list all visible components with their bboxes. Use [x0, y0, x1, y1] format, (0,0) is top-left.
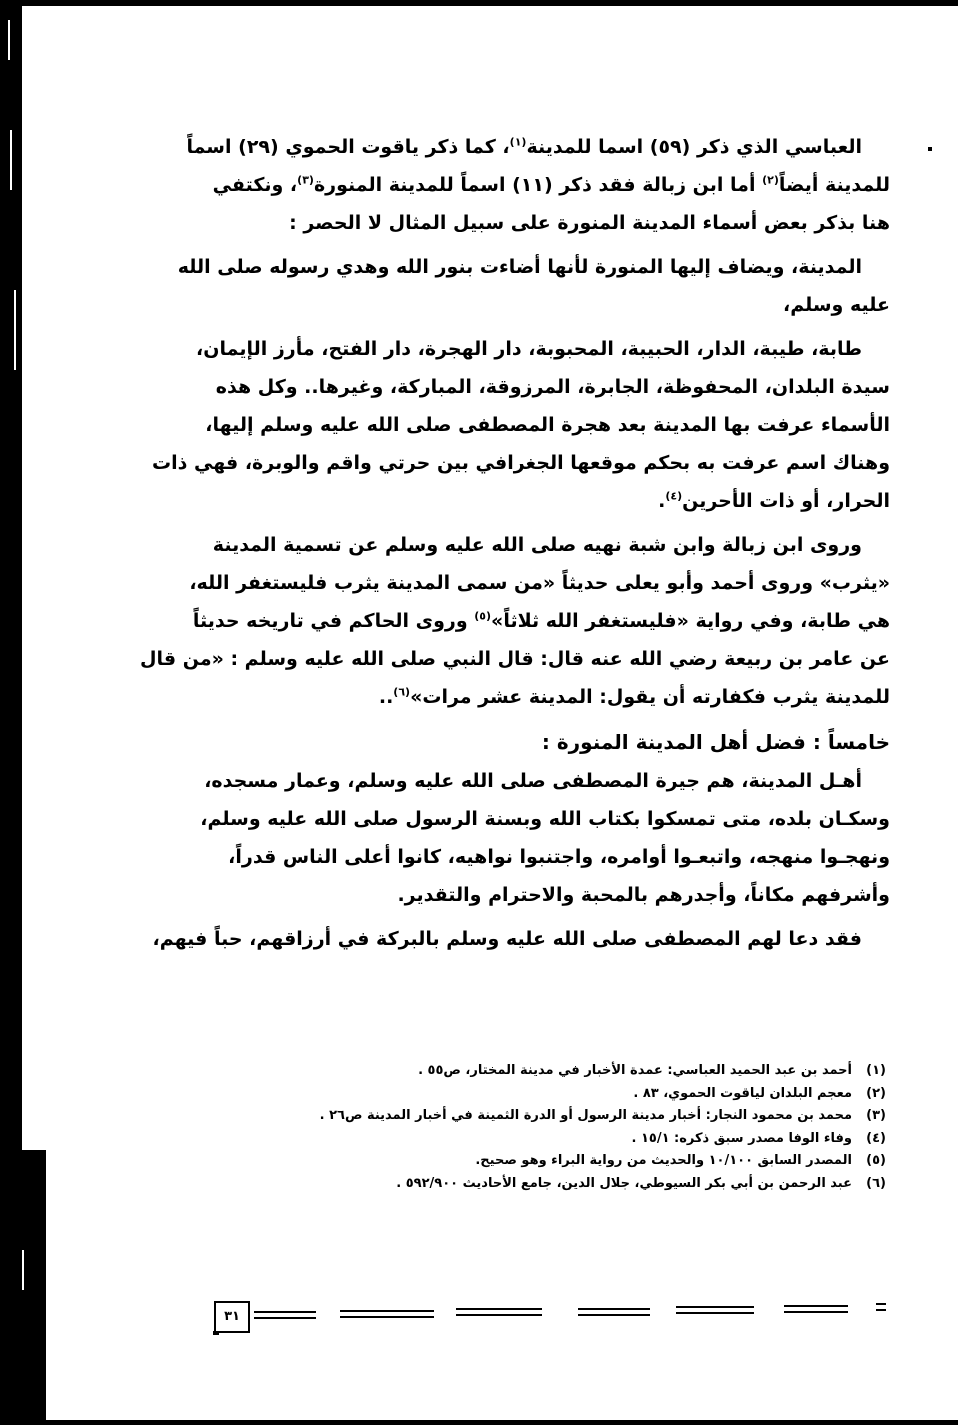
page-footer — [214, 1298, 894, 1334]
text-line — [180, 286, 890, 324]
main-text-body — [140, 128, 890, 958]
section-heading: خامساً : فضل أهل المدينة المنورة : — [541, 730, 890, 754]
text-line — [180, 166, 890, 204]
text-span: وأشرفهم مكاناً، وأجدرهم بالمحبة والاحترام والتقدير. — [397, 884, 890, 906]
footer-rule — [340, 1310, 434, 1318]
scan-dot — [928, 147, 932, 151]
footer-rule — [784, 1305, 848, 1313]
text-span: فقد دعا لهم المصطفى صلى الله عليه وسلم بالبركة في أرزاقهم، حباً فيهم، — [152, 928, 862, 950]
text-span: هي طابة، وفي رواية «فليستغفر الله ثلاثاً» — [491, 610, 890, 632]
text-span: .. — [378, 686, 394, 708]
footer-rule — [578, 1308, 650, 1316]
footnote-number: (٥) — [866, 1153, 886, 1168]
text-line — [140, 640, 890, 678]
text-line — [152, 920, 890, 958]
text-line — [180, 526, 890, 564]
footnote-text: المصدر السابق ١٠/١٠٠ والحديث من رواية البراء وهو صحيح. — [475, 1153, 852, 1168]
text-span: . — [658, 490, 666, 512]
scan-artifact — [14, 290, 16, 370]
footnote-marker: (٢) — [762, 173, 779, 187]
text-line — [180, 406, 890, 444]
text-line — [180, 482, 890, 520]
text-span: ونهجـوا منهجه، واتبعـوا أوامره، واجتنبوا نواهيه، كانوا أعلى الناس قدراً، — [228, 846, 890, 868]
footnote-number: (٤) — [866, 1130, 886, 1146]
text-line — [180, 762, 890, 800]
footnote — [250, 1128, 886, 1151]
scan-artifact — [8, 20, 10, 60]
text-span: ، ونكتفي — [212, 174, 298, 196]
text-span: هنا بذكر بعض أسماء المدينة المنورة على سبيل المثال لا الحصر : — [289, 212, 890, 234]
footnote-text: عبد الرحمن بن أبي بكر السيوطي، جلال الدين، جامع الأحاديث ٥٩٢/٩٠٠ . — [396, 1175, 852, 1191]
text-line — [180, 800, 890, 838]
text-line — [180, 330, 890, 368]
text-line — [180, 678, 890, 716]
footnotes — [250, 1060, 886, 1195]
text-span: أما ابن زبالة فقد ذكر (١١) اسماً للمدينة المنورة — [313, 174, 763, 196]
footnote-number: (١) — [866, 1063, 886, 1078]
scan-border-top — [0, 0, 958, 6]
text-line — [180, 838, 890, 876]
text-span: للمدينة أيضاً — [778, 174, 890, 196]
text-span: المدينة، ويضاف إليها المنورة لأنها أضاءت بنور الله وهدي رسوله صلى الله — [177, 256, 862, 278]
text-span: عليه وسلم، — [783, 294, 890, 316]
footnote — [250, 1173, 886, 1196]
text-span: أهـل المدينة، هم جيرة المصطفى صلى الله عليه وسلم، وعمار مسجده، — [204, 770, 862, 792]
text-line — [180, 204, 890, 242]
footnote-number: (٢) — [866, 1085, 886, 1101]
text-span: طابة، طيبة، الدار، الحبيبة، المحبوبة، دار الهجرة، دار الفتح، مأرز الإيمان، — [196, 338, 862, 360]
footnote-text: وفاء الوفا مصدر سبق ذكره: ١٥/١ . — [631, 1130, 852, 1146]
footnote — [250, 1150, 886, 1173]
text-span: العباسي الذي ذكر (٥٩) اسما للمدينة — [526, 136, 862, 158]
footnote-number: (٣) — [866, 1108, 886, 1123]
footnote-text: محمد بن محمود النجار: أخبار مدينة الرسول أو الدرة الثمينة في أخبار المدينة ص٢٦ . — [319, 1108, 852, 1123]
text-span: سيدة البلدان، المحفوظة، الجابرة، المرزوقة، المباركة، وغيرها.. وكل هذه — [215, 376, 890, 398]
text-span: وروى ابن زبالة وابن شبة نهيه صلى الله عليه وسلم عن تسمية المدينة — [212, 534, 862, 556]
text-span: عن عامر بن ربيعة رضي الله عنه قال: قال النبي صلى الله عليه وسلم : «من قال — [140, 648, 890, 670]
page-number: ٣١ — [214, 1301, 250, 1333]
footnote — [250, 1060, 886, 1083]
scan-border-bottom — [0, 1420, 958, 1425]
footnote-marker: (٤) — [665, 489, 683, 503]
footnote — [250, 1105, 886, 1128]
text-span: وهناك اسم عرفت به بحكم موقعها الجغرافي بين حرتي واقم والوبرة، فهي ذات — [152, 452, 890, 474]
footnote — [250, 1083, 886, 1106]
footnote-marker: (١) — [509, 135, 527, 149]
text-line — [180, 876, 890, 914]
scan-artifact — [22, 1250, 24, 1290]
scan-artifact — [10, 130, 12, 190]
text-span: الحرار، أو ذات الأحرين — [682, 490, 890, 512]
text-span: للمدينة يثرب فكفارته أن يقول: المدينة عشر مرات» — [410, 686, 890, 708]
text-span: الأسماء عرفت بها المدينة بعد هجرة المصطفى صلى الله عليه وسلم إليها، — [205, 414, 890, 436]
text-span: وسكـان بلده، متى تمسكوا بكتاب الله وبسنة الرسول صلى الله عليه وسلم، — [200, 808, 890, 830]
footer-rule-end — [876, 1303, 886, 1311]
text-line — [180, 564, 890, 602]
footnote-text: معجم البلدان لياقوت الحموي، ٨٣ . — [633, 1085, 852, 1101]
footnote-marker: (٣) — [297, 173, 314, 187]
footnote-marker: (٥) — [474, 609, 492, 623]
footnote-number: (٦) — [866, 1175, 886, 1191]
text-line — [180, 368, 890, 406]
footer-rule — [456, 1308, 542, 1316]
text-line — [180, 602, 890, 640]
footnote-text: أحمد بن عبد الحميد العباسي: عمدة الأخبار في مدينة المختار، ص٥٥ . — [418, 1063, 852, 1078]
text-line — [180, 128, 890, 166]
text-span: ، كما ذكر ياقوت الحموي (٢٩) اسماً — [186, 136, 510, 158]
text-span: «يثرب» وروى أحمد وأبو يعلى حديثاً «من سمى المدينة يثرب فليستغفر الله، — [189, 572, 890, 594]
footnote-marker: (٦) — [393, 685, 411, 699]
text-span: وروى الحاكم في تاريخه حديثاً — [192, 610, 475, 632]
footer-rule — [676, 1306, 754, 1314]
text-line — [177, 248, 890, 286]
text-line — [152, 444, 890, 482]
footer-rule — [254, 1311, 316, 1319]
